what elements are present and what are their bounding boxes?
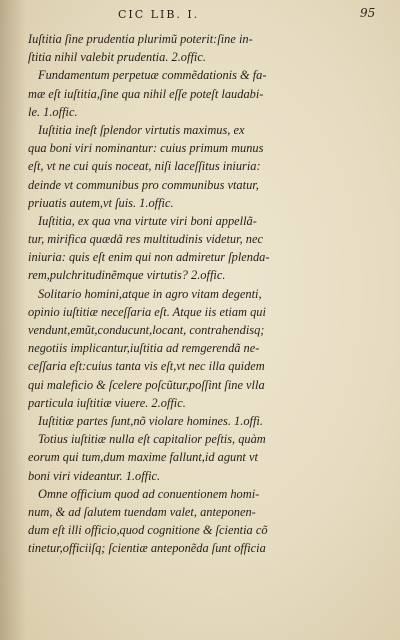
- text-line: Iuſtitia ineſt ſplendor virtutis maximus, ex: [38, 122, 245, 137]
- text-line: Iuſtitia ſine prudentia plurimũ poterit:ſine in-: [28, 32, 253, 46]
- gutter-shadow: [0, 0, 26, 640]
- text-line: Omne officium quod ad conuentionem homi-: [38, 486, 260, 501]
- text-line: tur, mirifica quædã res multitudinis videtur, nec: [28, 232, 263, 247]
- running-head: CIC LIB. I.: [118, 8, 200, 21]
- text-line: qui maleficio & ſcelere poſcũtur,poſſint ſine vlla: [28, 377, 265, 392]
- text-line: ſtitia nihil valebit prudentia. 2.offic.: [28, 50, 206, 65]
- text-line: Iuſtitia, ex qua vna virtute viri boni appellã-: [38, 213, 257, 228]
- text-line: eſt, vt ne cui quis noceat, niſi laceſſitus iniuria:: [28, 159, 261, 174]
- page-header: [0, 6, 400, 26]
- text-line: opinio iuſtitiæ neceſſaria eſt. Atque iis etiam qui: [28, 304, 266, 319]
- text-line: iniuria: quis eſt enim qui non admiretur ſplenda-: [28, 250, 270, 265]
- text-line: priuatis autem,vt ſuis. 1.offic.: [28, 195, 174, 210]
- text-line: dum eſt illi officio,quod cognitione & ſcientia cõ: [28, 523, 268, 538]
- text-line: le. 1.offic.: [28, 104, 78, 119]
- text-line: Solitario homini,atque in agro vitam degenti,: [38, 286, 262, 301]
- text-line: particula iuſtitiæ viuere. 2.offic.: [28, 395, 186, 410]
- page-number: 95: [360, 6, 376, 20]
- text-line: tinetur,officiiſq; ſcientiæ anteponẽda ſunt officia: [28, 541, 266, 556]
- text-line: mæ eſt iuſtitia,ſine qua nihil eſſe poteſt laudabi-: [28, 86, 264, 101]
- text-line: eorum qui tum,dum maxime fallunt,id agunt vt: [28, 450, 258, 465]
- text-line: ceſſaria eſt:cuius tanta vis eſt,vt nec illa quidem: [28, 359, 265, 374]
- text-line: boni viri videantur. 1.offic.: [28, 468, 161, 483]
- text-line: deinde vt communibus pro communibus vtatur,: [28, 177, 259, 192]
- text-line: Totius iuſtitiæ nulla eſt capitalior peſtis, quàm: [38, 432, 266, 447]
- text-line: vendunt,emũt,conducunt,locant, contrahendisq;: [28, 323, 265, 337]
- text-line: num, & ad ſalutem tuendam valet, anteponen-: [28, 504, 256, 519]
- text-line: Iuſtitiæ partes ſunt,nõ violare homines. 1.offi.: [38, 413, 263, 428]
- text-line: Fundamentum perpetuæ commẽdationis & fa-: [38, 68, 267, 83]
- body-text: [28, 30, 364, 557]
- text-line: qua boni viri nominantur: cuius primum munus: [28, 141, 264, 156]
- text-line: negotiis implicantur,iuſtitia ad remgerendã ne-: [28, 341, 260, 356]
- text-line: rem,pulchritudinẽmque virtutis? 2.offic.: [28, 268, 226, 283]
